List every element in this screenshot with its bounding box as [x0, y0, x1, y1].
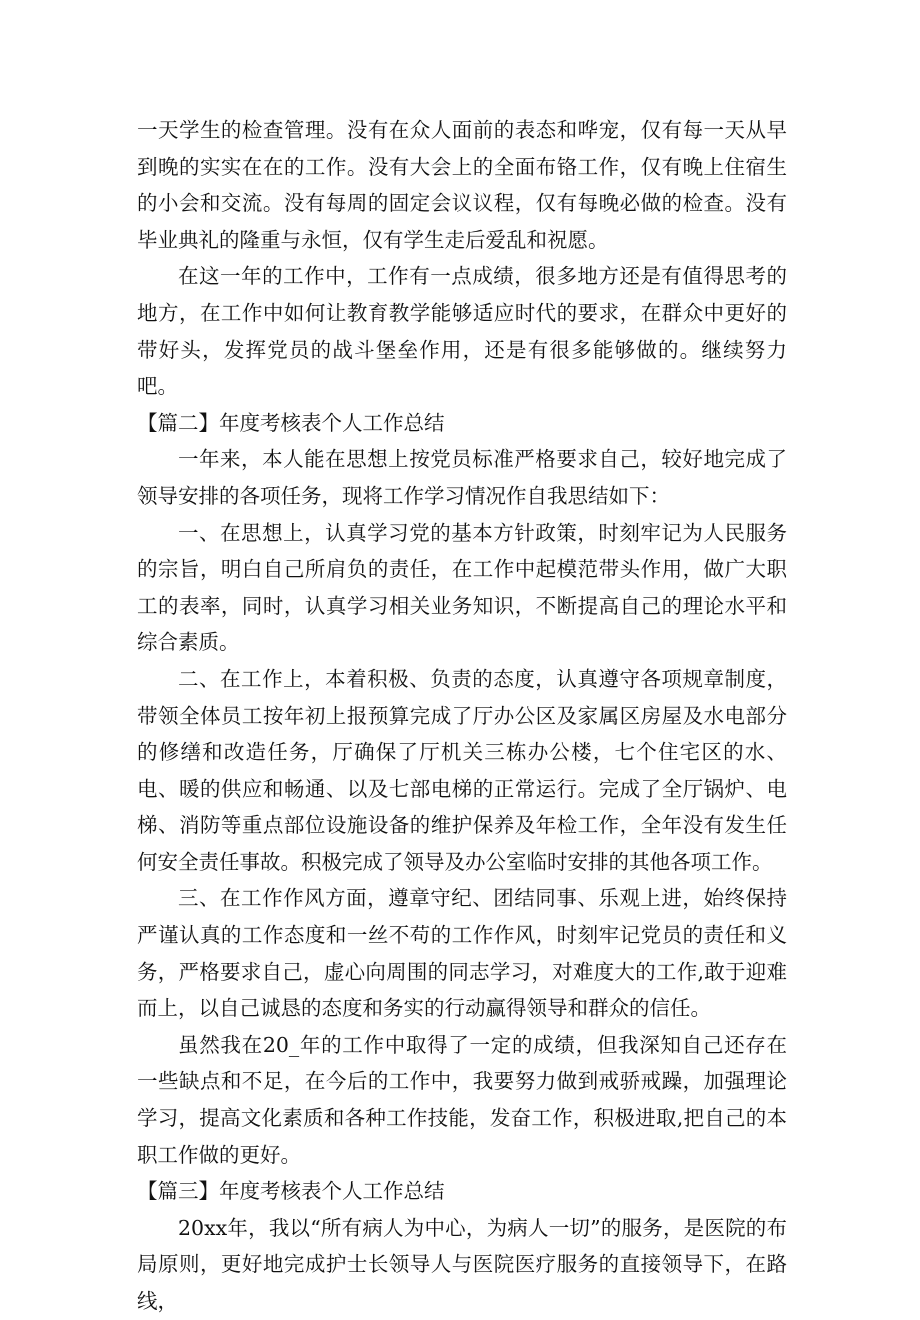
- paragraph: 一、在思想上，认真学习党的基本方针政策，时刻牢记为人民服务的宗旨，明白自己所肩负的责任，在工作中起模范带头作用，做广大职工的表率，同时，认真学习相关业务知识，不断提高自己的理论水平和综合素质。: [137, 520, 787, 655]
- paragraph: 二、在工作上，本着积极、负责的态度，认真遵守各项规章制度，带领全体员工按年初上报预算完成了厅办公区及家属区房屋及水电部分的修缮和改造任务，厅确保了厅机关三栋办公楼，七个住宅区的水、电、暖的供应和畅通、以及七部电梯的正常运行。完成了全厅锅炉、电梯、消防等重点部位设施设备的维护保养及年检工作，全年没有发生任何安全责任事故。积极完成了领导及办公室临时安排的其他各项工作。: [137, 666, 787, 874]
- paragraph: 在这一年的工作中，工作有一点成绩，很多地方还是有值得思考的地方，在工作中如何让教育教学能够适应时代的要求，在群众中更好的带好头，发挥党员的战斗堡垒作用，还是有很多能够做的。继续努力吧。: [137, 264, 787, 399]
- section-heading: 【篇三】年度考核表个人工作总结: [137, 1179, 445, 1204]
- paragraph: 一天学生的检查管理。没有在众人面前的表态和哗宠，仅有每一天从早到晚的实实在在的工作。没有大会上的全面布铬工作，仅有晚上住宿生的小会和交流。没有每周的固定会议议程，仅有每晚必做的检查。没有毕业典礼的隆重与永恒，仅有学生走后爱乱和祝愿。: [137, 118, 787, 252]
- paragraph: 20xx年，我以“所有病人为中心，为病人一切”的服务，是医院的布局原则，更好地完成护士长领导人与医院医疗服务的直接领导下，在路线，: [137, 1215, 787, 1313]
- section-heading: 【篇二】年度考核表个人工作总结: [137, 410, 445, 435]
- paragraph: 虽然我在20_年的工作中取得了一定的成绩，但我深知自己还存在一些缺点和不足，在今后的工作中，我要努力做到戒骄戒躁，加强理论学习，提高文化素质和各种工作技能，发奋工作，积极进取,把自己的本职工作做的更好。: [137, 1032, 787, 1167]
- paragraph: 三、在工作作风方面，遵章守纪、团结同事、乐观上进，始终保持严谨认真的工作态度和一丝不苟的工作作风，时刻牢记党员的责任和义务，严格要求自己，虚心向周围的同志学习，对难度大的工作,敢于迎难而上，以自己诚恳的态度和务实的行动赢得领导和群众的信任。: [137, 886, 787, 1021]
- paragraph: 一年来，本人能在思想上按党员标准严格要求自己，较好地完成了领导安排的各项任务，现将工作学习情况作自我思结如下：: [137, 447, 787, 508]
- document-body: [137, 112, 787, 1320]
